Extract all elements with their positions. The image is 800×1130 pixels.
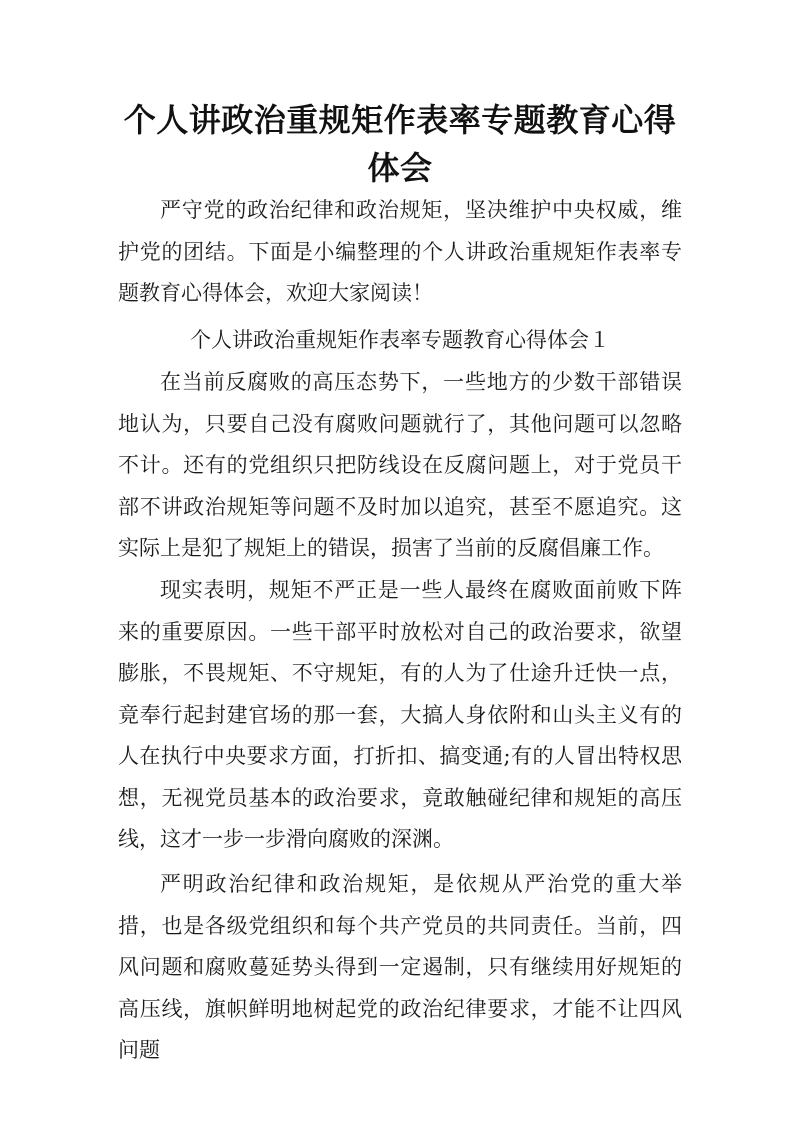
body-paragraph-3: 严明政治纪律和政治规矩，是依规从严治党的重大举措，也是各级党组织和每个共产党员的共同责任。当前，四风问题和腐败蔓延势头得到一定遏制，只有继续用好规矩的高压线，旗帜鲜明地树起党的政治纪律要求，才能不让四风问题 [118,872,682,1062]
document-title: 个人讲政治重规矩作表率专题教育心得体会 [123,101,677,187]
section-heading: 个人讲政治重规矩作表率专题教育心得体会１ [190,328,610,352]
intro-paragraph: 严守党的政治纪律和政治规矩，坚决维护中央权威，维护党的团结。下面是小编整理的个人讲政治重规矩作表率专题教育心得体会，欢迎大家阅读！ [118,198,682,305]
body-paragraph-1: 在当前反腐败的高压态势下，一些地方的少数干部错误地认为，只要自己没有腐败问题就行了，其他问题可以忽略不计。还有的党组织只把防线设在反腐问题上，对于党员干部不讲政治规矩等问题不及时加以追究，甚至不愿追究。这实际上是犯了规矩上的错误，损害了当前的反腐倡廉工作。 [118,370,682,560]
body-paragraph-2: 现实表明，规矩不严正是一些人最终在腐败面前败下阵来的重要原因。一些干部平时放松对自己的政治要求，欲望膨胀，不畏规矩、不守规矩，有的人为了仕途升迁快一点，竟奉行起封建官场的那一套，大搞人身依附和山头主义有的人在执行中央要求方面，打折扣、搞变通;有的人冒出特权思想，无视党员基本的政治要求，竟敢触碰纪律和规矩的高压线，这才一步一步滑向腐败的深渊。 [118,578,682,851]
